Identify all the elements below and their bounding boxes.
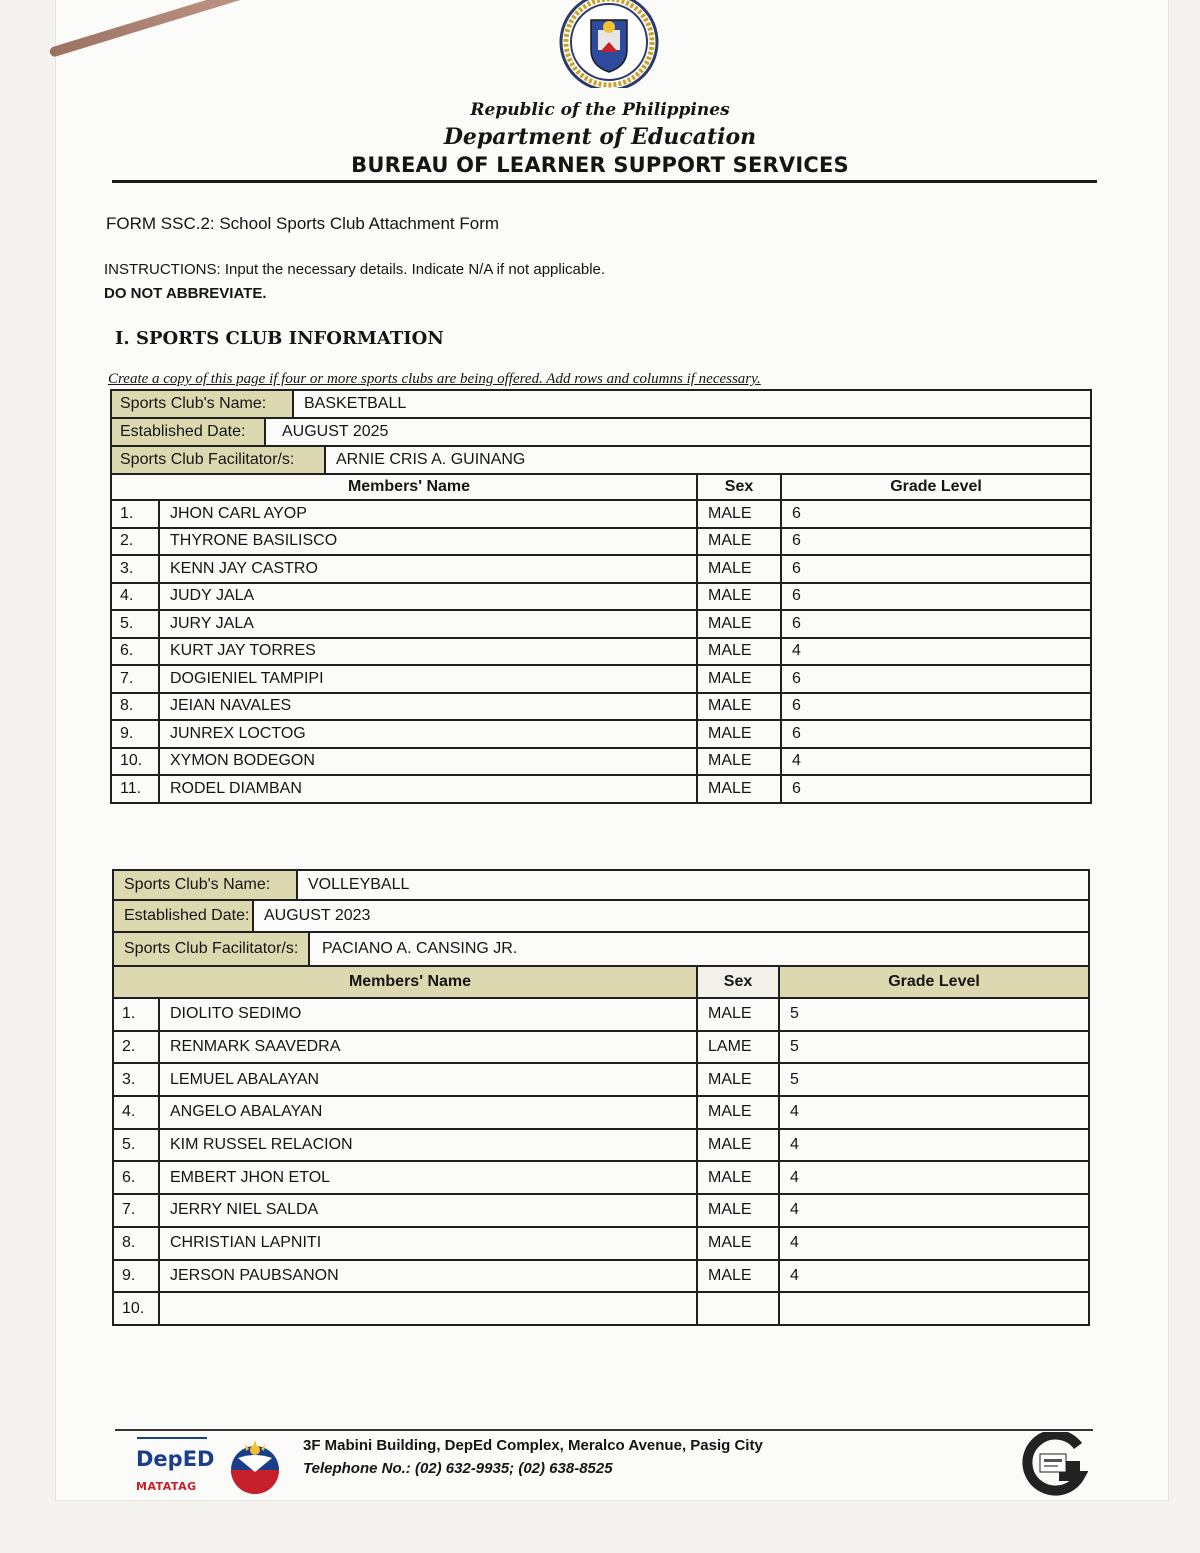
member-number: 3. [113, 1063, 159, 1096]
member-sex: MALE [697, 1096, 779, 1129]
member-number: 7. [111, 665, 159, 693]
established-label: Established Date: [114, 901, 254, 931]
member-number: 5. [113, 1129, 159, 1162]
member-sex: MALE [697, 1227, 779, 1260]
member-grade: 6 [781, 665, 1091, 693]
section-title: I. SPORTS CLUB INFORMATION [115, 328, 444, 349]
instructions: INSTRUCTIONS: Input the necessary details. Indicate N/A if not applicable. [104, 261, 606, 278]
member-grade: 6 [781, 720, 1091, 748]
footer-divider [115, 1429, 1093, 1431]
member-grade: 4 [779, 1260, 1089, 1293]
member-grade: 6 [781, 775, 1091, 803]
member-row [113, 1194, 1089, 1227]
instructions-emphasis: DO NOT ABBREVIATE. [104, 285, 267, 302]
facilitator-value: ARNIE CRIS A. GUINANG [336, 451, 526, 468]
member-sex: LAME [697, 1031, 779, 1064]
member-number: 2. [113, 1031, 159, 1064]
club-name-label: Sports Club's Name: [114, 871, 298, 899]
member-grade: 4 [779, 1227, 1089, 1260]
member-name: KURT JAY TORRES [159, 638, 697, 666]
member-grade: 6 [781, 583, 1091, 611]
member-row [113, 1260, 1089, 1293]
member-sex: MALE [697, 693, 781, 721]
club-table-basketball [110, 389, 1092, 804]
member-sex: MALE [697, 775, 781, 803]
member-grade: 4 [779, 1194, 1089, 1227]
footer-accent [137, 1437, 207, 1439]
member-sex: MALE [697, 1063, 779, 1096]
deped-matatag-logo [136, 1446, 215, 1496]
member-grade: 5 [779, 1031, 1089, 1064]
member-number: 4. [113, 1096, 159, 1129]
members-name-header: Members' Name [113, 966, 697, 998]
republic-heading: Republic of the Philippines [470, 100, 730, 120]
sex-header: Sex [697, 474, 781, 500]
member-row [111, 500, 1091, 528]
member-row [111, 610, 1091, 638]
member-row [113, 1227, 1089, 1260]
member-number: 8. [111, 693, 159, 721]
member-grade: 6 [781, 500, 1091, 528]
member-sex: MALE [697, 555, 781, 583]
member-number: 5. [111, 610, 159, 638]
member-name: KIM RUSSEL RELACION [159, 1129, 697, 1162]
member-number: 9. [111, 720, 159, 748]
facilitator-label: Sports Club Facilitator/s: [114, 933, 310, 965]
member-grade [779, 1292, 1089, 1325]
member-grade: 4 [779, 1161, 1089, 1194]
footer-address: 3F Mabini Building, DepEd Complex, Meralco Avenue, Pasig City [303, 1437, 763, 1454]
member-row [111, 665, 1091, 693]
member-sex: MALE [697, 665, 781, 693]
member-number: 4. [111, 583, 159, 611]
facilitator-value: PACIANO A. CANSING JR. [322, 940, 518, 957]
member-grade: 5 [779, 1063, 1089, 1096]
bagong-pilipinas-logo [224, 1438, 286, 1496]
member-sex: MALE [697, 1194, 779, 1227]
facilitator-label: Sports Club Facilitator/s: [112, 447, 326, 473]
member-name: LEMUEL ABALAYAN [159, 1063, 697, 1096]
member-grade: 4 [781, 748, 1091, 776]
member-row [111, 528, 1091, 556]
member-row [111, 693, 1091, 721]
grade-level-header: Grade Level [779, 966, 1089, 998]
member-number: 9. [113, 1260, 159, 1293]
member-sex [697, 1292, 779, 1325]
deped-logo-text: DepED [136, 1447, 215, 1471]
established-value: AUGUST 2025 [282, 423, 389, 440]
grade-level-header: Grade Level [781, 474, 1091, 500]
member-name: KENN JAY CASTRO [159, 555, 697, 583]
footer-telephone: Telephone No.: (02) 632-9935; (02) 638-8525 [303, 1460, 613, 1477]
member-name: ANGELO ABALAYAN [159, 1096, 697, 1129]
copy-note: Create a copy of this page if four or more sports clubs are being offered. Add rows and columns if necessary. [108, 371, 761, 387]
member-number: 10. [113, 1292, 159, 1325]
club-table-volleyball [112, 869, 1090, 1326]
member-name: JHON CARL AYOP [159, 500, 697, 528]
member-row [113, 1031, 1089, 1064]
member-name: JERRY NIEL SALDA [159, 1194, 697, 1227]
member-grade: 4 [779, 1129, 1089, 1162]
member-sex: MALE [697, 748, 781, 776]
member-number: 2. [111, 528, 159, 556]
member-sex: MALE [697, 583, 781, 611]
member-name: JEIAN NAVALES [159, 693, 697, 721]
members-name-header: Members' Name [111, 474, 697, 500]
member-name: THYRONE BASILISCO [159, 528, 697, 556]
member-grade: 6 [781, 693, 1091, 721]
member-number: 1. [113, 998, 159, 1031]
member-sex: MALE [697, 1260, 779, 1293]
member-row [113, 1129, 1089, 1162]
header-divider [112, 180, 1097, 183]
member-name [159, 1292, 697, 1325]
member-row [111, 638, 1091, 666]
department-heading: Department of Education [443, 124, 757, 150]
club-name-label: Sports Club's Name: [112, 391, 294, 417]
member-number: 1. [111, 500, 159, 528]
member-grade: 6 [781, 528, 1091, 556]
member-name: DIOLITO SEDIMO [159, 998, 697, 1031]
member-row [111, 748, 1091, 776]
member-name: CHRISTIAN LAPNITI [159, 1227, 697, 1260]
form-title: FORM SSC.2: School Sports Club Attachment Form [106, 214, 500, 233]
member-grade: 6 [781, 610, 1091, 638]
club-name-value: BASKETBALL [304, 395, 407, 412]
deped-seal-icon [558, 0, 660, 88]
member-sex: MALE [697, 500, 781, 528]
member-sex: MALE [697, 998, 779, 1031]
member-row [113, 998, 1089, 1031]
member-row [111, 720, 1091, 748]
member-grade: 4 [779, 1096, 1089, 1129]
member-row [111, 775, 1091, 803]
member-number: 6. [111, 638, 159, 666]
member-sex: MALE [697, 638, 781, 666]
member-name: JERSON PAUBSANON [159, 1260, 697, 1293]
matatag-logo-text: MATATAG [136, 1480, 197, 1493]
member-number: 11. [111, 775, 159, 803]
member-grade: 5 [779, 998, 1089, 1031]
member-sex: MALE [697, 1129, 779, 1162]
member-name: EMBERT JHON ETOL [159, 1161, 697, 1194]
bureau-heading: BUREAU OF LEARNER SUPPORT SERVICES [351, 153, 849, 177]
member-row [113, 1292, 1089, 1325]
member-grade: 6 [781, 555, 1091, 583]
member-number: 7. [113, 1194, 159, 1227]
member-name: JURY JALA [159, 610, 697, 638]
member-name: JUNREX LOCTOG [159, 720, 697, 748]
sex-header: Sex [697, 966, 779, 998]
member-sex: MALE [697, 610, 781, 638]
member-name: DOGIENIEL TAMPIPI [159, 665, 697, 693]
member-name: XYMON BODEGON [159, 748, 697, 776]
member-grade: 4 [781, 638, 1091, 666]
member-name: JUDY JALA [159, 583, 697, 611]
member-number: 10. [111, 748, 159, 776]
member-row [111, 583, 1091, 611]
member-sex: MALE [697, 528, 781, 556]
member-name: RENMARK SAAVEDRA [159, 1031, 697, 1064]
club-name-value: VOLLEYBALL [308, 876, 410, 893]
member-number: 8. [113, 1227, 159, 1260]
member-row [113, 1161, 1089, 1194]
member-number: 6. [113, 1161, 159, 1194]
member-name: RODEL DIAMBAN [159, 775, 697, 803]
member-row [113, 1096, 1089, 1129]
member-row [111, 555, 1091, 583]
member-sex: MALE [697, 720, 781, 748]
member-row [113, 1063, 1089, 1096]
established-value: AUGUST 2023 [264, 907, 371, 924]
member-number: 3. [111, 555, 159, 583]
member-sex: MALE [697, 1161, 779, 1194]
certification-logo [1020, 1432, 1088, 1496]
established-label: Established Date: [112, 419, 266, 445]
